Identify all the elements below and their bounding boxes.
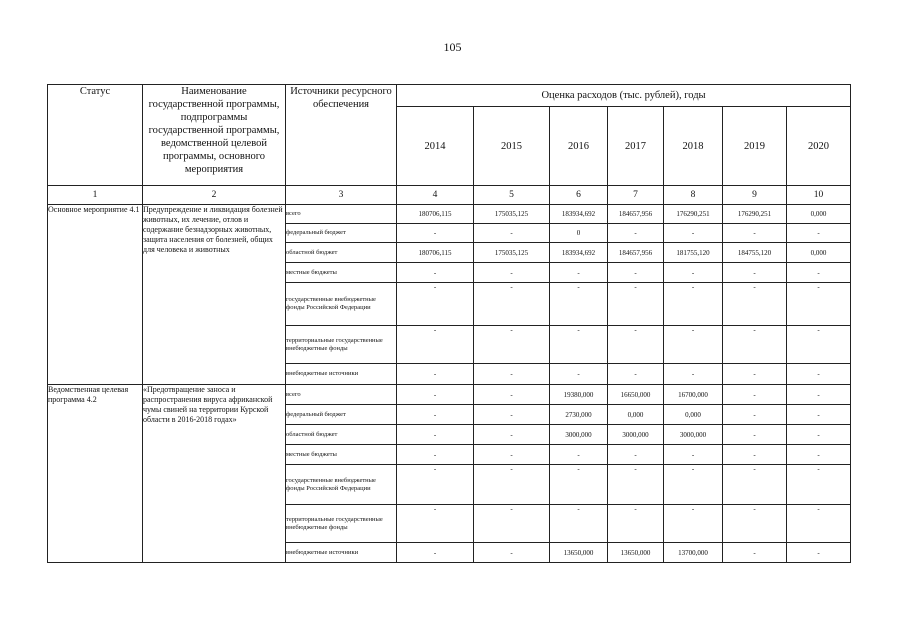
value-cell: -: [723, 445, 787, 465]
source-cell: федеральный бюджет: [286, 224, 397, 243]
value-cell: -: [474, 283, 550, 326]
value-cell: 180706,115: [397, 243, 474, 263]
column-number: 3: [286, 186, 397, 205]
value-cell: -: [474, 263, 550, 283]
value-cell: 176290,251: [723, 205, 787, 224]
value-cell: -: [787, 445, 851, 465]
header-year: 2015: [474, 107, 550, 186]
value-cell: -: [787, 364, 851, 385]
value-cell: -: [397, 425, 474, 445]
value-cell: -: [787, 505, 851, 543]
value-cell: -: [787, 263, 851, 283]
header-year: 2016: [550, 107, 608, 186]
value-cell: -: [608, 465, 664, 505]
value-cell: 3000,000: [664, 425, 723, 445]
value-cell: -: [608, 505, 664, 543]
value-cell: 0,000: [787, 205, 851, 224]
value-cell: -: [723, 283, 787, 326]
header-year: 2014: [397, 107, 474, 186]
value-cell: -: [664, 283, 723, 326]
value-cell: 175035,125: [474, 205, 550, 224]
value-cell: -: [608, 224, 664, 243]
value-cell: 0,000: [608, 405, 664, 425]
source-cell: внебюджетные источники: [286, 364, 397, 385]
header-year: 2020: [787, 107, 851, 186]
source-cell: всего: [286, 385, 397, 405]
value-cell: 3000,000: [550, 425, 608, 445]
value-cell: 2730,000: [550, 405, 608, 425]
value-cell: -: [664, 263, 723, 283]
value-cell: -: [664, 326, 723, 364]
value-cell: -: [723, 543, 787, 563]
source-cell: местные бюджеты: [286, 263, 397, 283]
value-cell: 0,000: [787, 243, 851, 263]
value-cell: -: [397, 263, 474, 283]
value-cell: 181755,120: [664, 243, 723, 263]
expenditure-table: [47, 84, 851, 563]
value-cell: -: [550, 364, 608, 385]
value-cell: -: [397, 445, 474, 465]
row-status: Ведомственная целевая программа 4.2: [48, 385, 143, 563]
header-costs: Оценка расходов (тыс. рублей), годы: [397, 85, 851, 107]
value-cell: 176290,251: [664, 205, 723, 224]
header-sources: Источники ресурсного обеспечения: [286, 85, 397, 186]
value-cell: -: [787, 224, 851, 243]
value-cell: 184755,120: [723, 243, 787, 263]
value-cell: -: [550, 445, 608, 465]
value-cell: -: [550, 505, 608, 543]
value-cell: -: [397, 505, 474, 543]
value-cell: -: [397, 543, 474, 563]
value-cell: 13650,000: [550, 543, 608, 563]
column-number: 1: [48, 186, 143, 205]
value-cell: -: [723, 425, 787, 445]
value-cell: 183934,692: [550, 243, 608, 263]
source-cell: местные бюджеты: [286, 445, 397, 465]
value-cell: 13650,000: [608, 543, 664, 563]
value-cell: -: [474, 385, 550, 405]
column-number: 7: [608, 186, 664, 205]
value-cell: -: [397, 364, 474, 385]
table-row: [48, 205, 851, 224]
header-year: 2018: [664, 107, 723, 186]
value-cell: -: [397, 465, 474, 505]
row-title: Предупреждение и ликвидация болезней животных, их лечение, отлов и содержание безнадзорных животных, защита населения от болезней, общих для человека и животных: [143, 205, 286, 385]
value-cell: -: [397, 405, 474, 425]
page-number: 105: [443, 40, 462, 54]
table-row: [48, 385, 851, 405]
value-cell: -: [550, 283, 608, 326]
column-number: 5: [474, 186, 550, 205]
source-cell: областной бюджет: [286, 425, 397, 445]
value-cell: -: [474, 465, 550, 505]
value-cell: -: [723, 364, 787, 385]
header-status: Статус: [48, 85, 143, 186]
value-cell: -: [608, 326, 664, 364]
value-cell: 16700,000: [664, 385, 723, 405]
value-cell: -: [397, 224, 474, 243]
header-name: Наименование государственной программы, подпрограммы государственной программы, ведомственной целевой программы, основного мероприятия: [143, 85, 286, 186]
column-number: 6: [550, 186, 608, 205]
value-cell: 3000,000: [608, 425, 664, 445]
value-cell: -: [664, 445, 723, 465]
source-cell: территориальные государственные внебюджетные фонды: [286, 326, 397, 364]
value-cell: -: [723, 405, 787, 425]
value-cell: -: [397, 283, 474, 326]
value-cell: -: [787, 543, 851, 563]
value-cell: 0,000: [664, 405, 723, 425]
column-number: 8: [664, 186, 723, 205]
source-cell: федеральный бюджет: [286, 405, 397, 425]
value-cell: 184657,956: [608, 205, 664, 224]
column-number: 10: [787, 186, 851, 205]
value-cell: -: [474, 364, 550, 385]
value-cell: -: [664, 224, 723, 243]
value-cell: -: [723, 224, 787, 243]
value-cell: -: [474, 505, 550, 543]
source-cell: областной бюджет: [286, 243, 397, 263]
value-cell: -: [787, 405, 851, 425]
value-cell: -: [550, 465, 608, 505]
value-cell: -: [723, 263, 787, 283]
value-cell: -: [608, 283, 664, 326]
header-year: 2017: [608, 107, 664, 186]
column-number: 4: [397, 186, 474, 205]
value-cell: -: [723, 326, 787, 364]
value-cell: -: [397, 326, 474, 364]
value-cell: -: [787, 283, 851, 326]
source-cell: государственные внебюджетные фонды Российской Федерации: [286, 465, 397, 505]
row-status: Основное мероприятие 4.1: [48, 205, 143, 385]
value-cell: 183934,692: [550, 205, 608, 224]
value-cell: -: [787, 465, 851, 505]
header-year: 2019: [723, 107, 787, 186]
value-cell: -: [787, 425, 851, 445]
value-cell: -: [474, 425, 550, 445]
value-cell: -: [787, 326, 851, 364]
value-cell: -: [474, 445, 550, 465]
value-cell: 180706,115: [397, 205, 474, 224]
source-cell: внебюджетные источники: [286, 543, 397, 563]
value-cell: -: [664, 364, 723, 385]
value-cell: -: [397, 385, 474, 405]
value-cell: 19380,000: [550, 385, 608, 405]
source-cell: всего: [286, 205, 397, 224]
value-cell: -: [723, 505, 787, 543]
value-cell: 16650,000: [608, 385, 664, 405]
value-cell: -: [723, 465, 787, 505]
table-body: [48, 205, 851, 563]
row-title: «Предотвращение заноса и распространения вируса африканской чумы свиней на территории Курской области в 2016-2018 годах»: [143, 385, 286, 563]
value-cell: 184657,956: [608, 243, 664, 263]
value-cell: -: [723, 385, 787, 405]
value-cell: -: [550, 263, 608, 283]
source-cell: территориальные государственные внебюджетные фонды: [286, 505, 397, 543]
value-cell: -: [474, 543, 550, 563]
value-cell: -: [608, 445, 664, 465]
value-cell: -: [664, 505, 723, 543]
value-cell: -: [664, 465, 723, 505]
value-cell: 175035,125: [474, 243, 550, 263]
value-cell: -: [474, 326, 550, 364]
value-cell: -: [787, 385, 851, 405]
column-number: 9: [723, 186, 787, 205]
value-cell: -: [608, 364, 664, 385]
column-number: 2: [143, 186, 286, 205]
value-cell: -: [550, 326, 608, 364]
value-cell: -: [608, 263, 664, 283]
value-cell: 13700,000: [664, 543, 723, 563]
value-cell: -: [474, 224, 550, 243]
source-cell: государственные внебюджетные фонды Российской Федерации: [286, 283, 397, 326]
value-cell: -: [474, 405, 550, 425]
value-cell: 0: [550, 224, 608, 243]
